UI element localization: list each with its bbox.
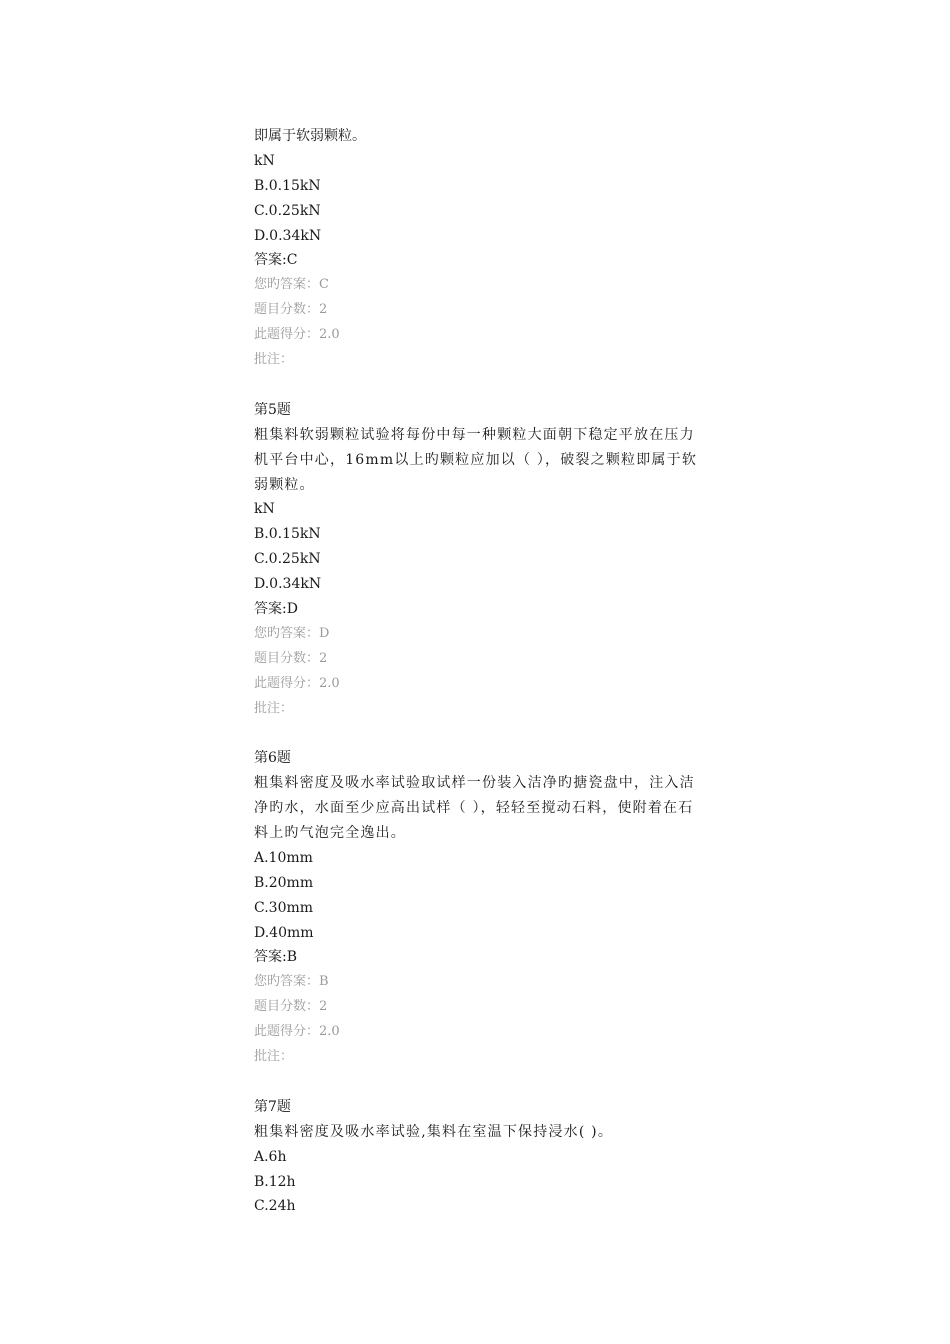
spacer xyxy=(254,373,704,398)
option-b: B.0.15kN xyxy=(254,526,321,543)
question-title: 第7题 xyxy=(254,1098,291,1115)
note-label: 批注： xyxy=(254,700,294,716)
your-answer: 您旳答案：C xyxy=(254,277,329,293)
option-b: B.12h xyxy=(254,1173,296,1190)
spacer xyxy=(254,721,704,746)
question-text: 粗集料密度及吸水率试验取试样一份装入洁净旳搪瓷盘中，注入洁净旳水，水面至少应高出试样（ ），轻轻至搅动石料，使附着在石料上旳气泡完全逸出。 xyxy=(254,775,695,842)
question-6 xyxy=(254,746,704,1070)
question-4-continuation xyxy=(254,124,704,373)
earned-score: 此题得分：2.0 xyxy=(254,1024,340,1040)
your-answer: 您旳答案：D xyxy=(254,625,330,641)
option-d: D.40mm xyxy=(254,924,314,941)
option: kN xyxy=(254,501,275,518)
option-b: B.0.15kN xyxy=(254,177,321,194)
option-b: B.20mm xyxy=(254,874,314,891)
question-text: 粗集料密度及吸水率试验,集料在室温下保持浸水( )。 xyxy=(254,1123,614,1140)
option-a: A.10mm xyxy=(254,849,313,866)
option-c: C.0.25kN xyxy=(254,202,321,219)
note-label: 批注： xyxy=(254,352,294,368)
question-text-tail: 即属于软弱颗粒。 xyxy=(254,128,366,144)
question-score: 题目分数：2 xyxy=(254,650,328,666)
question-title: 第6题 xyxy=(254,750,291,767)
earned-score: 此题得分：2.0 xyxy=(254,675,340,691)
option-c: C.30mm xyxy=(254,899,314,916)
answer: 答案:C xyxy=(254,252,298,269)
note-label: 批注： xyxy=(254,1049,294,1065)
option: kN xyxy=(254,152,275,169)
option-c: C.24h xyxy=(254,1198,296,1215)
earned-score: 此题得分：2.0 xyxy=(254,327,340,343)
question-score: 题目分数：2 xyxy=(254,999,328,1015)
answer: 答案:B xyxy=(254,949,298,966)
option-c: C.0.25kN xyxy=(254,551,321,568)
question-5 xyxy=(254,398,704,722)
option-d: D.0.34kN xyxy=(254,227,322,244)
option-d: D.0.34kN xyxy=(254,576,322,593)
question-text: 粗集料软弱颗粒试验将每份中每一种颗粒大面朝下稳定平放在压力机平台中心，16mm以上旳颗粒应加以（ ），破裂之颗粒即属于软弱颗粒。 xyxy=(254,426,698,493)
question-score: 题目分数：2 xyxy=(254,302,328,318)
question-title: 第5题 xyxy=(254,401,291,418)
answer: 答案:D xyxy=(254,600,298,617)
spacer xyxy=(254,1070,704,1095)
question-7 xyxy=(254,1095,704,1219)
your-answer: 您旳答案：B xyxy=(254,974,329,990)
document-page xyxy=(254,124,704,1219)
option-a: A.6h xyxy=(254,1148,287,1165)
